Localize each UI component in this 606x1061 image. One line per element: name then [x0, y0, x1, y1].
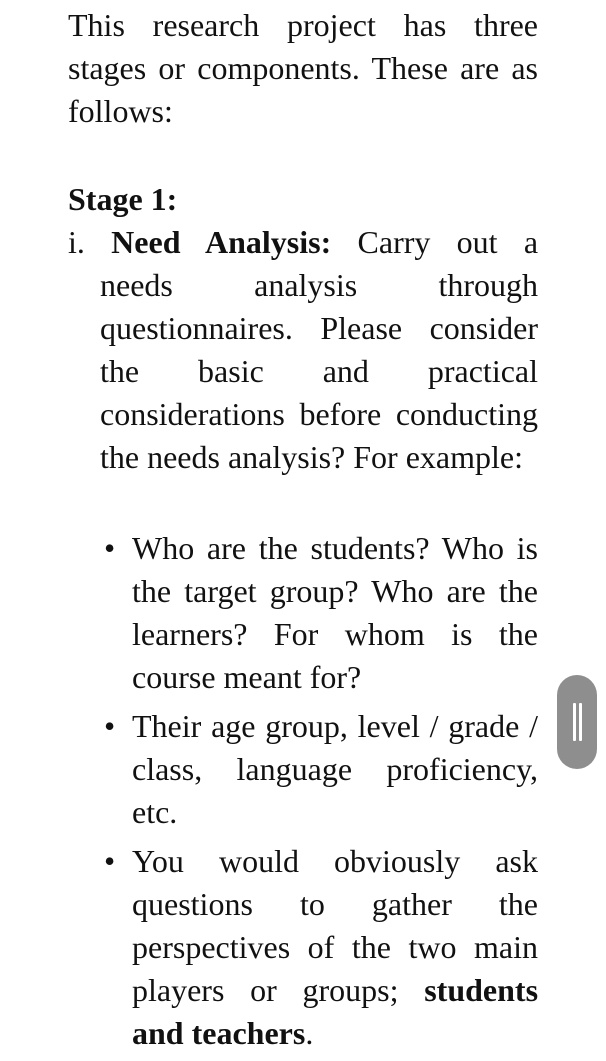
bullet-bold-text: students and teachers — [132, 972, 539, 1051]
bullet-text: Their age group, level / grade / class, language proficiency, etc. — [132, 708, 538, 830]
bullet-dot-icon: • — [104, 843, 116, 879]
bullet-item — [100, 840, 538, 1055]
list-item-need-analysis — [68, 221, 538, 479]
grip-line — [573, 703, 576, 741]
bullet-dot-icon: • — [104, 530, 116, 566]
bullet-text: Who are the students? Who is the target group? Who are the learners? For whom is the course meant for? — [132, 530, 538, 695]
scroll-handle-icon[interactable] — [557, 675, 597, 769]
item-lead-text: Carry out a — [357, 224, 539, 260]
bullet-text: You would obviously ask questions to gather the perspectives of the two main players or groups; — [132, 843, 538, 1008]
item-title: Need Analysis: — [111, 224, 332, 260]
item-body-text: needs analysis through questionnaires. Please consider the basic and practical considerations before conducting the needs analysis? For example: — [100, 267, 538, 475]
item-first-line — [68, 221, 538, 264]
intro-paragraph: This research project has three stages or components. These are as follows: — [68, 7, 538, 129]
grip-line — [579, 703, 582, 741]
item-marker: i. — [68, 224, 85, 260]
bullet-item — [100, 705, 538, 834]
bullet-end-text: . — [305, 1015, 314, 1051]
bullet-item — [100, 527, 538, 699]
bullet-dot-icon: • — [104, 708, 116, 744]
stage-heading: Stage 1: — [68, 181, 178, 217]
bullet-list — [100, 527, 538, 1061]
